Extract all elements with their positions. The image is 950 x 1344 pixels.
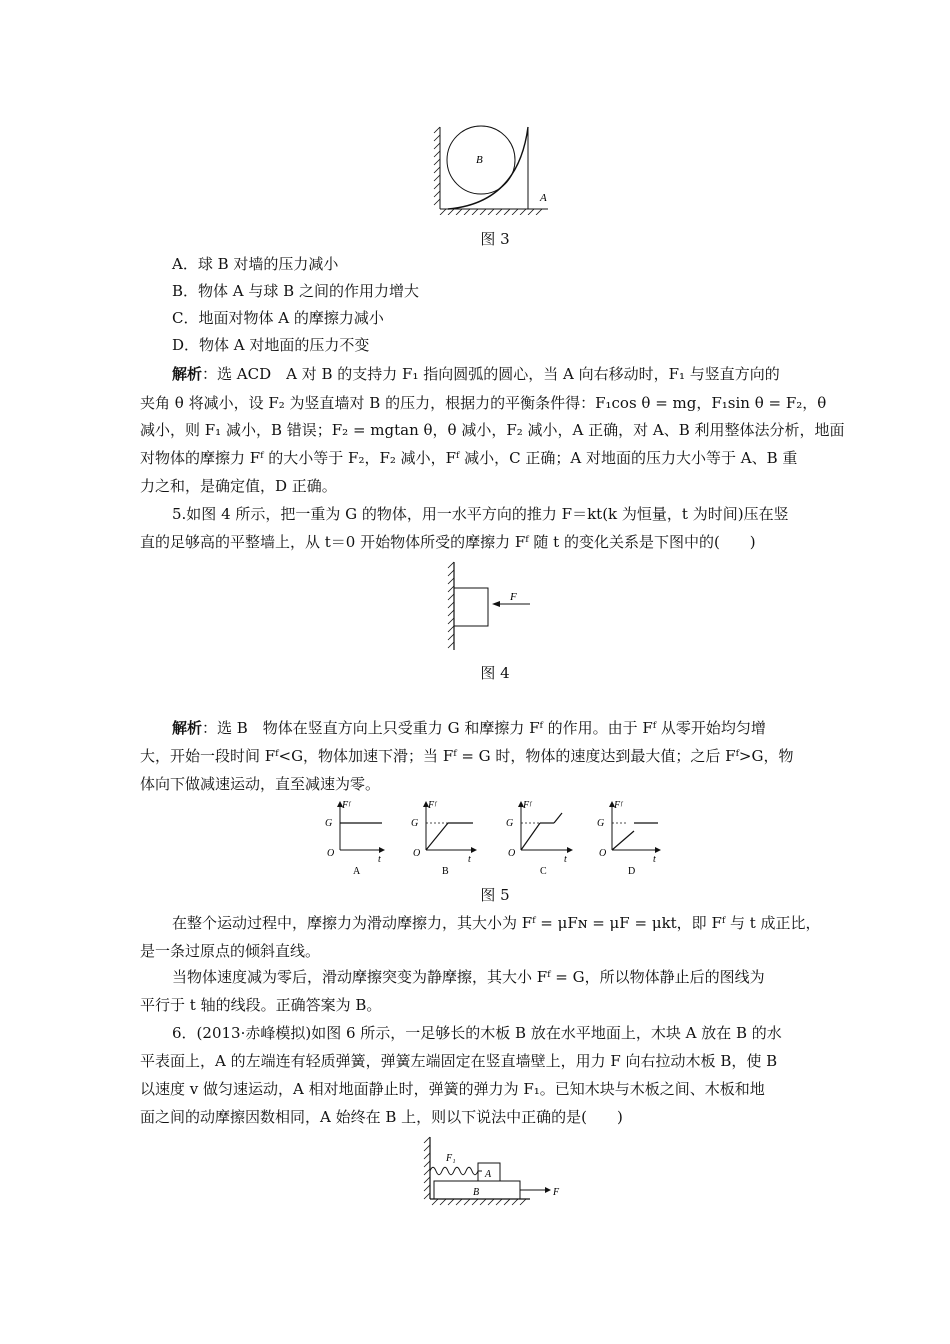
- figure-3: [430, 125, 560, 215]
- fig5-c-o: O: [508, 848, 516, 859]
- fig5-a-o: O: [327, 848, 335, 859]
- fig5-b-g: G: [411, 818, 419, 829]
- q5-analysis-label: 解析: [172, 719, 203, 737]
- q5-line-2: 直的足够高的平整墙上，从 t＝0 开始物体所受的摩擦力 Fᶠ 随 t 的变化关系是下图中的( ): [140, 533, 756, 551]
- fig5-panel-a: [325, 800, 384, 877]
- fig4-label-f: F: [510, 591, 517, 603]
- option-a: A．球 B 对墙的压力减小: [172, 255, 339, 273]
- fig5-c-t: t: [564, 854, 567, 865]
- fig6-label-f: F: [553, 1187, 560, 1198]
- q5-analysis-line-2: 大，开始一段时间 Fᶠ<G，物体加速下滑；当 Fᶠ = G 时，物体的速度达到最大值；之后 Fᶠ>G，物: [140, 747, 794, 765]
- q5-analysis-line-1: 解析：选 B 物体在竖直方向上只受重力 G 和摩擦力 Fᶠ 的作用。由于 Fᶠ 从零开始均匀增: [172, 719, 766, 737]
- fig5-b-o: O: [413, 848, 421, 859]
- fig5-b-caption: B: [442, 866, 449, 877]
- fig5-panel-b: [411, 800, 476, 877]
- fig5-caption: 图 5: [480, 886, 510, 904]
- option-d: D．物体 A 对地面的压力不变: [172, 336, 370, 354]
- q5-analysis-line-3: 体向下做减速运动，直至减速为零。: [140, 775, 381, 793]
- q5-more-line-4: 平行于 t 轴的线段。正确答案为 B。: [140, 996, 382, 1014]
- option-c: C．地面对物体 A 的摩擦力减小: [172, 309, 384, 327]
- fig5-c-g: G: [506, 818, 514, 829]
- fig4-caption: 图 4: [480, 664, 510, 682]
- fig5-a-caption: A: [353, 866, 361, 877]
- fig5-a-g: G: [325, 818, 333, 829]
- fig5-a-ylabel: Fᶠ: [342, 800, 350, 811]
- option-b: B．物体 A 与球 B 之间的作用力增大: [172, 282, 419, 300]
- q4-analysis-line-2: 夹角 θ 将减小，设 F₂ 为竖直墙对 B 的压力，根据力的平衡条件得：F₁cos θ = mg，F₁sin θ = F₂，θ: [140, 394, 827, 412]
- fig5-panel-d: [597, 800, 660, 877]
- fig6-label-f1: F₁: [446, 1153, 456, 1164]
- fig5-a-t: t: [378, 854, 381, 865]
- q5-more-line-2: 是一条过原点的倾斜直线。: [140, 942, 321, 960]
- fig5-c-ylabel: Fᶠ: [523, 800, 531, 811]
- q4-analysis-line-3: 减小，则 F₁ 减小，B 错误；F₂ = mgtan θ，θ 减小，F₂ 减小，A 正确，对 A、B 利用整体法分析，地面: [140, 421, 845, 439]
- q5-more-line-3: 当物体速度减为零后，滑动摩擦突变为静摩擦，其大小 Fᶠ = G，所以物体静止后的图线为: [172, 968, 765, 986]
- figure-6: [420, 1135, 570, 1207]
- fig5-b-ylabel: Fᶠ: [428, 800, 436, 811]
- q6-line-4: 面之间的动摩擦因数相同，A 始终在 B 上，则以下说法中正确的是( ): [140, 1108, 623, 1126]
- fig5-b-t: t: [468, 854, 471, 865]
- fig5-d-ylabel: Fᶠ: [614, 800, 622, 811]
- fig3-label-a: A: [540, 192, 547, 204]
- q5-more-line-1: 在整个运动过程中，摩擦力为滑动摩擦力，其大小为 Fᶠ = μFɴ = μF = μkt，即 Fᶠ 与 t 成正比，: [172, 914, 821, 932]
- fig5-d-caption: D: [628, 866, 636, 877]
- q4-analysis-line-4: 对物体的摩擦力 Fᶠ 的大小等于 F₂，F₂ 减小，Fᶠ 减小，C 正确；A 对地面的压力大小等于 A、B 重: [140, 449, 798, 467]
- q4-analysis-label: 解析: [172, 365, 203, 383]
- q4-analysis-line-5: 力之和，是确定值，D 正确。: [140, 477, 337, 495]
- q6-line-3: 以速度 v 做匀速运动，A 相对地面静止时，弹簧的弹力为 F₁。已知木块与木板之间、木板和地: [140, 1080, 765, 1098]
- q6-line-2: 平表面上，A 的左端连有轻质弹簧，弹簧左端固定在竖直墙壁上，用力 F 向右拉动木板 B，使 B: [140, 1052, 778, 1070]
- fig5-d-t: t: [653, 854, 656, 865]
- q4-analysis-line-1: 解析：选 ACD A 对 B 的支持力 F₁ 指向圆弧的圆心，当 A 向右移动时，F₁ 与竖直方向的: [172, 365, 780, 383]
- figure-4: [440, 560, 540, 652]
- fig3-caption: 图 3: [480, 230, 510, 248]
- fig5-d-o: O: [599, 848, 607, 859]
- fig3-label-b: B: [476, 154, 483, 166]
- figure-5: [318, 796, 668, 878]
- fig6-label-b: B: [473, 1187, 480, 1198]
- fig5-d-g: G: [597, 818, 605, 829]
- fig5-panel-c: [506, 800, 572, 877]
- fig6-label-a: A: [485, 1169, 492, 1180]
- q5-line-1: 5.如图 4 所示，把一重为 G 的物体，用一水平方向的推力 F＝kt(k 为恒量，t 为时间)压在竖: [172, 505, 789, 523]
- q6-line-1: 6．(2013·赤峰模拟)如图 6 所示，一足够长的木板 B 放在水平地面上，木块 A 放在 B 的水: [172, 1024, 782, 1042]
- fig5-c-caption: C: [540, 866, 547, 877]
